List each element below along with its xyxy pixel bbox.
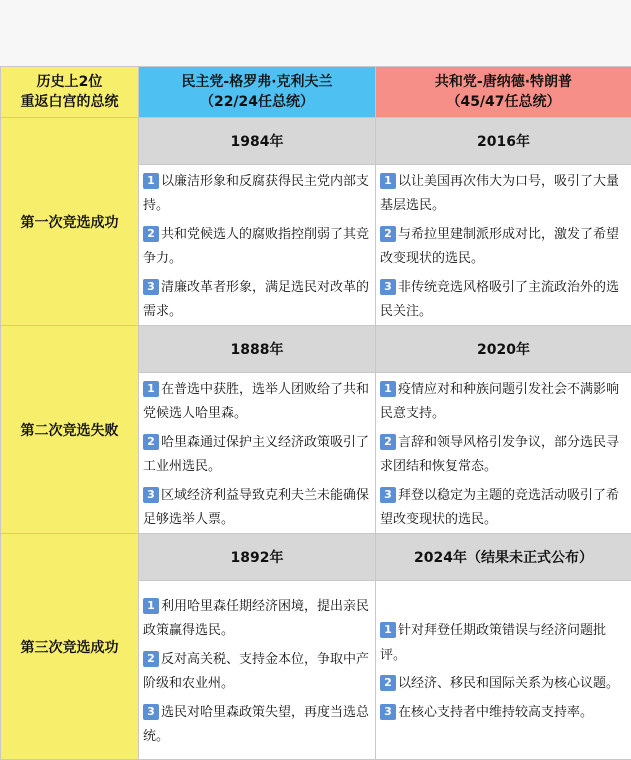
- point-item: [376, 615, 631, 668]
- header-rowlabel-cell: [1, 67, 139, 118]
- point-text: 选民对哈里森政策失望，再度当选总统。: [143, 705, 369, 745]
- point-text: 哈里森通过保护主义经济政策吸引了工业州选民。: [143, 435, 369, 475]
- number-badge-icon: 2: [380, 675, 396, 691]
- point-text: 清廉改革者形象，满足选民对改革的需求。: [143, 280, 369, 320]
- election-year-row: [1, 118, 631, 165]
- top-blank-area: [0, 0, 631, 66]
- democrat-year-cell: 1892年: [139, 534, 376, 581]
- point-item: [139, 219, 375, 272]
- header-rowlabel-line1: 历史上2位: [1, 72, 138, 92]
- point-text: 在普选中获胜，选举人团败给了共和党候选人哈里森。: [143, 382, 369, 422]
- number-badge-icon: 2: [143, 651, 159, 667]
- point-item: [376, 697, 631, 726]
- number-badge-icon: 1: [143, 598, 159, 614]
- number-badge-icon: 3: [143, 704, 159, 720]
- point-item: [139, 166, 375, 219]
- point-text: 以廉洁形象和反腐获得民主党内部支持。: [143, 174, 369, 214]
- point-text: 言辞和领导风格引发争议，部分选民寻求团结和恢复常态。: [380, 435, 619, 475]
- point-item: [376, 219, 631, 272]
- point-text: 在核心支持者中维持较高支持率。: [398, 705, 593, 720]
- point-text: 拜登以稳定为主题的竞选活动吸引了希望改变现状的选民。: [380, 488, 619, 528]
- point-item: [139, 480, 375, 533]
- election-year-row: [1, 534, 631, 581]
- number-badge-icon: 2: [143, 434, 159, 450]
- number-badge-icon: 3: [380, 279, 396, 295]
- header-republican-term: （45/47任总统）: [376, 92, 631, 112]
- republican-points-cell: [376, 581, 631, 760]
- democrat-points-cell: [139, 581, 376, 760]
- election-row-label: 第三次竞选成功: [1, 534, 139, 760]
- point-text: 针对拜登任期政策错误与经济问题批评。: [380, 623, 606, 663]
- comparison-table: [0, 66, 631, 760]
- point-item: [376, 427, 631, 480]
- number-badge-icon: 3: [380, 704, 396, 720]
- header-republican-name: 共和党-唐纳德·特朗普: [376, 72, 631, 92]
- number-badge-icon: 1: [143, 173, 159, 189]
- header-row: [1, 67, 631, 118]
- header-democrat-cell: [139, 67, 376, 118]
- header-democrat-term: （22/24任总统）: [139, 92, 375, 112]
- header-democrat-name: 民主党-格罗弗·克利夫兰: [139, 72, 375, 92]
- point-text: 以经济、移民和国际关系为核心议题。: [398, 676, 619, 691]
- democrat-year-cell: 1984年: [139, 118, 376, 165]
- point-text: 利用哈里森任期经济困境，提出亲民政策赢得选民。: [143, 599, 369, 639]
- number-badge-icon: 1: [380, 173, 396, 189]
- point-text: 以让美国再次伟大为口号，吸引了大量基层选民。: [380, 174, 619, 214]
- number-badge-icon: 2: [380, 226, 396, 242]
- democrat-year-cell: 1888年: [139, 326, 376, 373]
- header-rowlabel-line2: 重返白宫的总统: [1, 92, 138, 112]
- point-item: [139, 427, 375, 480]
- number-badge-icon: 3: [143, 279, 159, 295]
- number-badge-icon: 2: [143, 226, 159, 242]
- number-badge-icon: 1: [380, 622, 396, 638]
- point-item: [376, 668, 631, 697]
- point-text: 共和党候选人的腐败指控削弱了其竞争力。: [143, 227, 369, 267]
- number-badge-icon: 3: [143, 487, 159, 503]
- point-text: 反对高关税、支持金本位，争取中产阶级和农业州。: [143, 652, 369, 692]
- table-body: [1, 118, 631, 760]
- point-item: [376, 374, 631, 427]
- election-row-label: 第二次竞选失败: [1, 326, 139, 534]
- point-item: [139, 272, 375, 325]
- point-item: [376, 272, 631, 325]
- republican-points-cell: [376, 165, 631, 326]
- election-row-label: 第一次竞选成功: [1, 118, 139, 326]
- number-badge-icon: 3: [380, 487, 396, 503]
- republican-points-cell: [376, 373, 631, 534]
- democrat-points-cell: [139, 373, 376, 534]
- number-badge-icon: 2: [380, 434, 396, 450]
- point-text: 非传统竞选风格吸引了主流政治外的选民关注。: [380, 280, 619, 320]
- point-item: [139, 644, 375, 697]
- point-item: [139, 591, 375, 644]
- number-badge-icon: 1: [380, 381, 396, 397]
- point-text: 疫情应对和种族问题引发社会不满影响民意支持。: [380, 382, 619, 422]
- republican-year-cell: 2016年: [376, 118, 631, 165]
- point-text: 区域经济利益导致克利夫兰未能确保足够选举人票。: [143, 488, 369, 528]
- header-republican-cell: [376, 67, 631, 118]
- republican-year-cell: 2024年（结果未正式公布）: [376, 534, 631, 581]
- election-year-row: [1, 326, 631, 373]
- democrat-points-cell: [139, 165, 376, 326]
- point-item: [139, 697, 375, 750]
- number-badge-icon: 1: [143, 381, 159, 397]
- point-item: [376, 480, 631, 533]
- point-text: 与希拉里建制派形成对比，激发了希望改变现状的选民。: [380, 227, 619, 267]
- point-item: [139, 374, 375, 427]
- republican-year-cell: 2020年: [376, 326, 631, 373]
- point-item: [376, 166, 631, 219]
